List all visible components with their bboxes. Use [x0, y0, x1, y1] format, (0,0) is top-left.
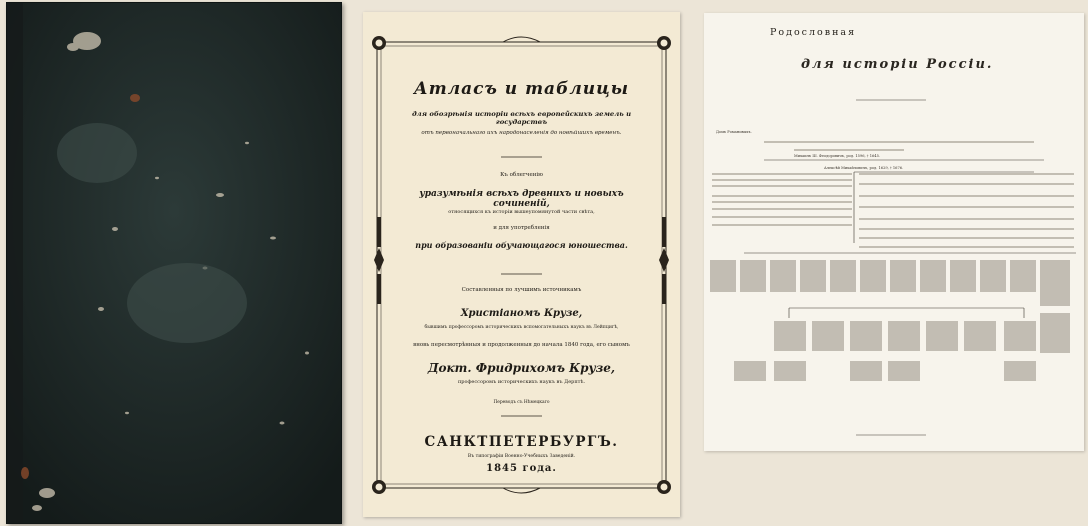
- genealogy-note: Михаилъ III. Феодоровичъ, род. 1596, † 1645.: [794, 154, 880, 158]
- small-caption: Составленныя по лучшимъ источникамъ: [461, 287, 582, 293]
- genealogy-subheading: для исторіи Россіи.: [801, 57, 994, 72]
- small-caption: вновь пересмотрѣнныя и продолженныя до начала 1840 года, его сыномъ: [413, 342, 630, 348]
- small-caption: Къ облегченію: [500, 172, 543, 178]
- genealogy-tree-lines: [704, 13, 1084, 451]
- small-caption: и для употребленія: [493, 225, 550, 231]
- subtitle-line: отъ первоначальнаго ихъ народонаселенія до новѣйшихъ временъ.: [421, 130, 622, 136]
- small-caption: относящихся къ исторіи вышеупомянутой части свѣта,: [448, 209, 595, 215]
- publication-year: 1845 года.: [486, 463, 557, 474]
- genealogy-note: Домъ Романовыхъ.: [716, 130, 752, 134]
- genealogy-page: [704, 13, 1084, 451]
- author-name: Докт. Фридрихомъ Крузе,: [427, 361, 616, 375]
- subtitle-line: для обозрѣнія исторіи всѣхъ европейскихъ земель и государствъ: [411, 110, 632, 126]
- genealogy-heading: Родословная: [770, 27, 857, 38]
- publication-city: САНКТПЕТЕРБУРГЪ.: [424, 434, 619, 450]
- subtitle-line: уразумѣнія всѣхъ древнихъ и новыхъ сочиненій,: [419, 189, 624, 209]
- atlas-title: Атласъ и таблицы: [413, 79, 630, 99]
- subtitle-line: при образованіи обучающагося юношества.: [415, 240, 628, 250]
- small-caption: Переводъ съ Нѣмецкаго: [493, 400, 550, 405]
- printer-caption: Въ типографіи Военно-Учебныхъ Заведеній.: [467, 454, 576, 459]
- genealogy-note: Алексѣй Михайловичъ, род. 1629, † 1676.: [824, 166, 904, 170]
- small-caption: бывшимъ профессоромъ историческихъ вспомогательныхъ наукъ въ Лейпцигѣ,: [424, 325, 619, 330]
- small-caption: профессоромъ историческихъ наукъ въ Дерптѣ.: [457, 379, 586, 385]
- title-page: [363, 12, 680, 517]
- author-name: Христіаномъ Крузе,: [460, 308, 583, 319]
- cover-texture: [7, 3, 341, 523]
- book-cover: [6, 2, 342, 524]
